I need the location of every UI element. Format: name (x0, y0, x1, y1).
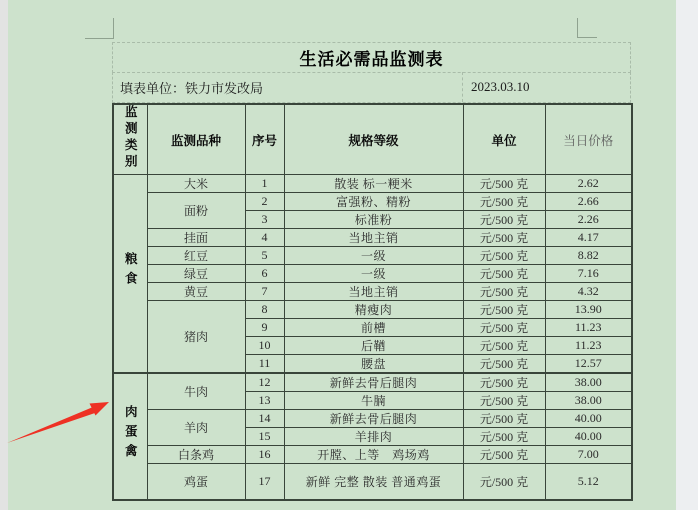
header-unit: 单位 (463, 104, 545, 175)
index-cell: 10 (245, 337, 284, 355)
unit-cell: 元/500 克 (463, 301, 545, 319)
variety-cell: 红豆 (147, 247, 245, 265)
table-row (113, 283, 632, 301)
unit-cell: 元/500 克 (463, 410, 545, 428)
table-row (113, 229, 632, 247)
header-variety: 监测品种 (147, 104, 245, 175)
spec-cell: 散装 标一粳米 (284, 175, 463, 193)
index-cell: 13 (245, 392, 284, 410)
index-cell: 17 (245, 464, 284, 500)
unit-cell: 元/500 克 (463, 428, 545, 446)
variety-cell: 面粉 (147, 193, 245, 229)
price-cell: 38.00 (545, 392, 632, 410)
spec-cell: 精瘦肉 (284, 301, 463, 319)
unit-cell: 元/500 克 (463, 446, 545, 464)
price-cell: 13.90 (545, 301, 632, 319)
category-cell-meat: 肉蛋禽 (113, 373, 147, 500)
price-cell: 7.00 (545, 446, 632, 464)
spec-cell: 富强粉、精粉 (284, 193, 463, 211)
unit-cell: 元/500 克 (463, 355, 545, 374)
variety-cell: 绿豆 (147, 265, 245, 283)
index-cell: 9 (245, 319, 284, 337)
spec-cell: 羊排肉 (284, 428, 463, 446)
unit-cell: 元/500 克 (463, 392, 545, 410)
unit-cell: 元/500 克 (463, 319, 545, 337)
form-header-row (112, 72, 631, 103)
header-spec: 规格等级 (284, 104, 463, 175)
variety-cell: 白条鸡 (147, 446, 245, 464)
table-row (113, 410, 632, 428)
index-cell: 15 (245, 428, 284, 446)
price-cell: 11.23 (545, 337, 632, 355)
header-index: 序号 (245, 104, 284, 175)
margin-mark-top-right-vertical (577, 18, 578, 38)
unit-cell: 元/500 克 (463, 229, 545, 247)
unit-cell: 元/500 克 (463, 337, 545, 355)
table-row (113, 193, 632, 211)
price-cell: 8.82 (545, 247, 632, 265)
price-cell: 4.17 (545, 229, 632, 247)
variety-cell: 大米 (147, 175, 245, 193)
spec-cell: 新鲜去骨后腿肉 (284, 373, 463, 392)
unit-cell: 元/500 克 (463, 175, 545, 193)
unit-cell: 元/500 克 (463, 283, 545, 301)
price-cell: 5.12 (545, 464, 632, 500)
spec-cell: 一级 (284, 265, 463, 283)
document-page (8, 0, 676, 510)
table-row (113, 247, 632, 265)
spec-cell: 开膛、上等 鸡场鸡 (284, 446, 463, 464)
price-cell: 40.00 (545, 410, 632, 428)
spec-cell: 腰盘 (284, 355, 463, 374)
table-row (113, 446, 632, 464)
index-cell: 2 (245, 193, 284, 211)
spec-cell: 标准粉 (284, 211, 463, 229)
index-cell: 11 (245, 355, 284, 374)
unit-cell: 元/500 克 (463, 247, 545, 265)
unit-cell: 元/500 克 (463, 373, 545, 392)
index-cell: 1 (245, 175, 284, 193)
spec-cell: 一级 (284, 247, 463, 265)
variety-cell: 黄豆 (147, 283, 245, 301)
index-cell: 14 (245, 410, 284, 428)
left-gutter (0, 0, 8, 510)
header-category: 监测类别 (113, 104, 147, 175)
price-cell: 12.57 (545, 355, 632, 374)
unit-cell: 元/500 克 (463, 265, 545, 283)
table-row (113, 464, 632, 500)
document-title-cell (112, 42, 631, 73)
table-row (113, 175, 632, 193)
spec-cell: 新鲜 完整 散装 普通鸡蛋 (284, 464, 463, 500)
index-cell: 7 (245, 283, 284, 301)
filling-unit-text: 填表单位：铁力市发改局 (120, 80, 264, 96)
index-cell: 5 (245, 247, 284, 265)
variety-cell: 牛肉 (147, 373, 245, 410)
monitor-table (112, 103, 633, 501)
spec-cell: 牛腩 (284, 392, 463, 410)
spec-cell: 新鲜去骨后腿肉 (284, 410, 463, 428)
price-cell: 2.26 (545, 211, 632, 229)
report-date: 2023.03.10 (471, 79, 530, 94)
price-cell: 40.00 (545, 428, 632, 446)
variety-cell: 猪肉 (147, 301, 245, 374)
unit-cell: 元/500 克 (463, 193, 545, 211)
spec-cell: 当地主销 (284, 229, 463, 247)
spec-cell: 前槽 (284, 319, 463, 337)
unit-cell: 元/500 克 (463, 464, 545, 500)
index-cell: 3 (245, 211, 284, 229)
index-cell: 4 (245, 229, 284, 247)
spec-cell: 当地主销 (284, 283, 463, 301)
price-cell: 2.66 (545, 193, 632, 211)
table-row (113, 301, 632, 319)
margin-mark-top-left-vertical (113, 18, 114, 39)
index-cell: 16 (245, 446, 284, 464)
margin-mark-top-left-horizontal (85, 38, 113, 39)
category-cell-grain: 粮食 (113, 175, 147, 374)
index-cell: 8 (245, 301, 284, 319)
filling-unit-cell (113, 72, 463, 102)
table-row (113, 265, 632, 283)
spec-cell: 后鞧 (284, 337, 463, 355)
variety-cell: 挂面 (147, 229, 245, 247)
variety-cell: 鸡蛋 (147, 464, 245, 500)
price-cell: 11.23 (545, 319, 632, 337)
price-cell: 7.16 (545, 265, 632, 283)
table-header-row (113, 104, 632, 175)
index-cell: 6 (245, 265, 284, 283)
price-cell: 4.32 (545, 283, 632, 301)
header-price: 当日价格 (545, 104, 632, 175)
index-cell: 12 (245, 373, 284, 392)
unit-cell: 元/500 克 (463, 211, 545, 229)
variety-cell: 羊肉 (147, 410, 245, 446)
margin-mark-top-right-horizontal (577, 37, 597, 38)
table-row (113, 373, 632, 392)
price-cell: 2.62 (545, 175, 632, 193)
price-cell: 38.00 (545, 373, 632, 392)
date-cell (463, 72, 630, 102)
page-title: 生活必需品监测表 (299, 50, 444, 69)
